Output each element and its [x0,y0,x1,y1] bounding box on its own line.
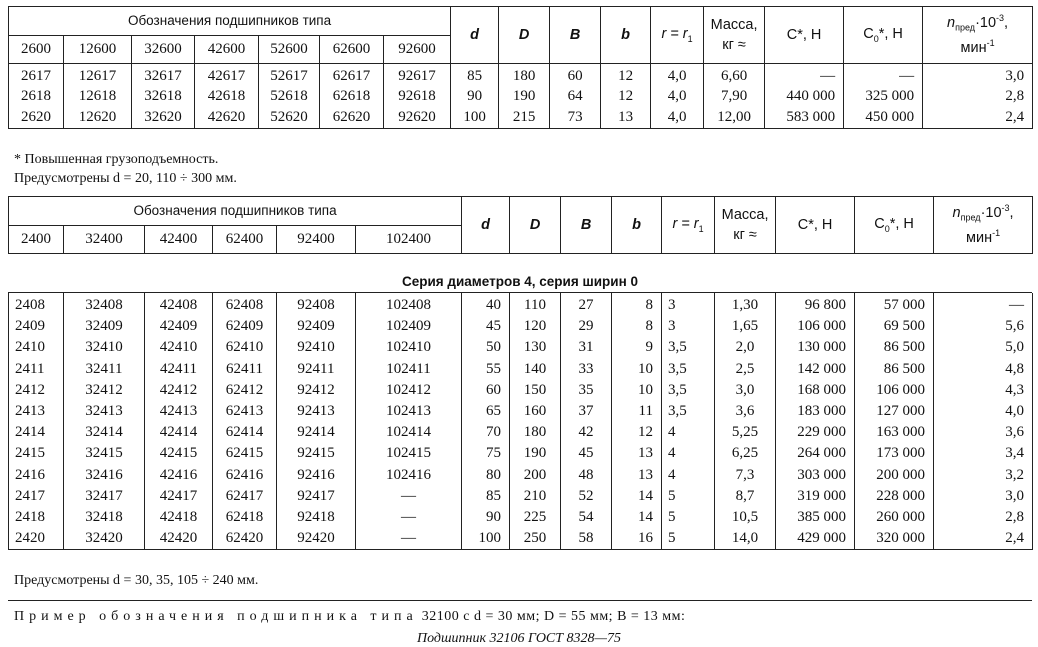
table-cell: 32420 [64,528,145,550]
table-cell: 92410 [277,337,356,358]
table-cell: 3,0 [934,486,1033,507]
table-cell: 12620 [64,107,132,128]
table-cell: 42409 [145,316,213,337]
footnote-capacity: * Повышенная грузоподъемность. [14,152,219,167]
table-cell: 35 [561,380,612,401]
table-cell: 32416 [64,465,145,486]
col-d-2: d [462,197,510,254]
table-cell: 5 [662,486,715,507]
table-row [9,465,1033,486]
table-cell: 102409 [356,316,462,337]
table-cell: 32408 [64,293,145,316]
table-cell: 32411 [64,359,145,380]
table-cell: 42413 [145,401,213,422]
table-cell: 40 [462,293,510,316]
table-cell: 106 000 [776,316,855,337]
table-cell: 102408 [356,293,462,316]
table-cell: — [356,486,462,507]
table-cell: 42417 [145,486,213,507]
table-cell: 62408 [213,293,277,316]
table-cell: 62620 [320,107,384,128]
table-cell: — [356,507,462,528]
table-cell: 325 000 [844,87,923,108]
table-cell: 2409 [9,316,64,337]
table-cell: 32417 [64,486,145,507]
table-cell: 183 000 [776,401,855,422]
table-cell: 92418 [277,507,356,528]
type-42400: 42400 [145,226,213,254]
table-cell: 85 [451,64,499,87]
table-cell: 102413 [356,401,462,422]
table-cell: 62409 [213,316,277,337]
table-cell: 3,6 [934,422,1033,443]
table-cell: 2618 [9,87,64,108]
table-cell: 12 [612,422,662,443]
col-b: b [601,7,651,64]
table-row [9,401,1033,422]
col-r-2: $r = r_1$ [662,197,715,254]
col-D: D [499,7,550,64]
bearing-table-2400 [8,196,1033,254]
type-42600: 42600 [195,36,259,64]
table-cell: — [844,64,923,87]
table-cell: — [934,293,1033,316]
table-cell: 150 [510,380,561,401]
type-92400: 92400 [277,226,356,254]
table-row [9,443,1033,464]
table-cell: 9 [612,337,662,358]
designation-example: Пример обозначения подшипника типа 32100 с d = 30 мм; D = 55 мм; B = 13 мм: [14,609,686,624]
gost-designation: Подшипник 32106 ГОСТ 8328—75 [416,631,622,646]
table-cell: 42414 [145,422,213,443]
table-cell: 102411 [356,359,462,380]
table-cell: 4,0 [651,107,704,128]
table-cell: 62417 [213,486,277,507]
col-n-limit: $n_{пред}\cdot 10^{-3}$, мин$^{-1}$ [923,7,1033,64]
table-cell: 180 [510,422,561,443]
type-group-header-2: Обозначения подшипников типа [9,197,462,226]
table-cell: 32410 [64,337,145,358]
table-cell: 102415 [356,443,462,464]
table-cell: 3 [662,316,715,337]
table-cell: 42420 [145,528,213,550]
table-cell: 7,3 [715,465,776,486]
table-cell: 90 [451,87,499,108]
table-cell: 52617 [259,64,320,87]
table-cell: 12617 [64,64,132,87]
table-cell: 29 [561,316,612,337]
table-cell: 92416 [277,465,356,486]
table-cell: 64 [550,87,601,108]
table-cell: 3,0 [923,64,1033,87]
table-cell: 583 000 [765,107,844,128]
table-cell: 215 [499,107,550,128]
table-cell: 6,25 [715,443,776,464]
table-cell: 2415 [9,443,64,464]
table-cell: 52 [561,486,612,507]
table-cell: — [765,64,844,87]
table-cell: 130 [510,337,561,358]
table-cell: 100 [462,528,510,550]
table-row [9,507,1033,528]
table-cell: 190 [510,443,561,464]
type-102400: 102400 [356,226,462,254]
table-row [9,64,1033,87]
table-cell: 200 000 [855,465,934,486]
table-cell: 303 000 [776,465,855,486]
table-cell: 75 [462,443,510,464]
table-cell: 32412 [64,380,145,401]
table-cell: 3,5 [662,401,715,422]
table-cell: 2418 [9,507,64,528]
table-cell: 10,5 [715,507,776,528]
col-b-2: b [612,197,662,254]
table-cell: 1,65 [715,316,776,337]
table-row [9,107,1033,128]
table-cell: 2,4 [934,528,1033,550]
table-cell: 8 [612,316,662,337]
table-cell: 2417 [9,486,64,507]
table-cell: 450 000 [844,107,923,128]
table-cell: 33 [561,359,612,380]
table-cell: 62414 [213,422,277,443]
table-cell: 42 [561,422,612,443]
table-cell: 62415 [213,443,277,464]
table-cell: 14,0 [715,528,776,550]
table-cell: 27 [561,293,612,316]
table1-body [9,64,1033,129]
table-cell: 32617 [132,64,195,87]
table-cell: 65 [462,401,510,422]
table-cell: 92420 [277,528,356,550]
table-cell: 62413 [213,401,277,422]
table-cell: 92409 [277,316,356,337]
table-cell: 62412 [213,380,277,401]
table-cell: 42416 [145,465,213,486]
table-cell: 2,8 [934,507,1033,528]
table-cell: 7,90 [704,87,765,108]
table-cell: 57 000 [855,293,934,316]
table-cell: 12 [601,64,651,87]
table-cell: 16 [612,528,662,550]
divider [8,600,1032,601]
table-cell: 2,0 [715,337,776,358]
table-cell: 32620 [132,107,195,128]
table-cell: 2617 [9,64,64,87]
bearing-table-2400-body [8,293,1033,550]
table-cell: 2,5 [715,359,776,380]
table-row [9,528,1033,550]
table-cell: 210 [510,486,561,507]
table-cell: 385 000 [776,507,855,528]
table-cell: 102412 [356,380,462,401]
table-cell: 14 [612,507,662,528]
table-cell: 37 [561,401,612,422]
type-12600: 12600 [64,36,132,64]
table-row [9,337,1033,358]
table-cell: 60 [550,64,601,87]
table-cell: 42620 [195,107,259,128]
table-cell: 2,8 [923,87,1033,108]
table-cell: 320 000 [855,528,934,550]
table-cell: 54 [561,507,612,528]
table-cell: 2,4 [923,107,1033,128]
table-cell: 3,5 [662,337,715,358]
type-32600: 32600 [132,36,195,64]
table-cell: 3,5 [662,380,715,401]
table-row [9,486,1033,507]
table-cell: 440 000 [765,87,844,108]
table-cell: 69 500 [855,316,934,337]
table-cell: 2416 [9,465,64,486]
col-C0-2: $C_0*$, Н [855,197,934,254]
table-cell: 200 [510,465,561,486]
table-cell: 4 [662,465,715,486]
table-cell: 42410 [145,337,213,358]
col-C: C*, Н [765,7,844,64]
table-cell: 70 [462,422,510,443]
table-cell: 62411 [213,359,277,380]
table-cell: 8,7 [715,486,776,507]
table-cell: 42408 [145,293,213,316]
table-cell: 250 [510,528,561,550]
table-cell: 4,0 [651,64,704,87]
table-cell: 62410 [213,337,277,358]
table-cell: 163 000 [855,422,934,443]
table-cell: 55 [462,359,510,380]
table-cell: — [356,528,462,550]
note-diameters-1: Предусмотрены d = 20, 110 ÷ 300 мм. [14,171,237,186]
col-mass-2: Масса, кг ≈ [715,197,776,254]
table-cell: 5 [662,528,715,550]
table-cell: 130 000 [776,337,855,358]
table-cell: 50 [462,337,510,358]
col-n-limit-2: $n_{пред}\cdot 10^{-3}$, мин$^{-1}$ [934,197,1033,254]
table-cell: 31 [561,337,612,358]
table-cell: 10 [612,380,662,401]
table-cell: 168 000 [776,380,855,401]
type-2600: 2600 [9,36,64,64]
col-C0: $C_0*$, Н [844,7,923,64]
note-diameters-2: Предусмотрены d = 30, 35, 105 ÷ 240 мм. [14,573,259,588]
table-cell: 58 [561,528,612,550]
table-row [9,293,1033,316]
table-cell: 5 [662,507,715,528]
table-cell: 2410 [9,337,64,358]
table-cell: 14 [612,486,662,507]
table-cell: 8 [612,293,662,316]
table-cell: 5,6 [934,316,1033,337]
table-cell: 45 [462,316,510,337]
table-cell: 1,30 [715,293,776,316]
table-cell: 42418 [145,507,213,528]
table-cell: 110 [510,293,561,316]
table-cell: 92618 [384,87,451,108]
table-cell: 62420 [213,528,277,550]
table-cell: 106 000 [855,380,934,401]
table-cell: 102414 [356,422,462,443]
table-row [9,87,1033,108]
table-cell: 45 [561,443,612,464]
table-cell: 92412 [277,380,356,401]
table-cell: 180 [499,64,550,87]
type-52600: 52600 [259,36,320,64]
col-C-2: C*, Н [776,197,855,254]
table-cell: 319 000 [776,486,855,507]
col-mass: Масса, кг ≈ [704,7,765,64]
table-cell: 92620 [384,107,451,128]
table-cell: 42411 [145,359,213,380]
table-cell: 92417 [277,486,356,507]
table-cell: 2411 [9,359,64,380]
table-cell: 102410 [356,337,462,358]
table-cell: 4 [662,443,715,464]
col-D-2: D [510,197,561,254]
table-cell: 3,2 [934,465,1033,486]
col-r: $r = r_1$ [651,7,704,64]
table-cell: 2620 [9,107,64,128]
table-cell: 32418 [64,507,145,528]
col-B: B [550,7,601,64]
table-cell: 3,5 [662,359,715,380]
table-cell: 4,8 [934,359,1033,380]
table-cell: 73 [550,107,601,128]
table-cell: 225 [510,507,561,528]
table-cell: 142 000 [776,359,855,380]
table-cell: 92413 [277,401,356,422]
type-32400: 32400 [64,226,145,254]
table-cell: 2414 [9,422,64,443]
table-cell: 42618 [195,87,259,108]
bearing-table-2600 [8,6,1033,129]
table-cell: 13 [612,443,662,464]
table-cell: 3,4 [934,443,1033,464]
table-cell: 42617 [195,64,259,87]
type-2400: 2400 [9,226,64,254]
table-cell: 429 000 [776,528,855,550]
table-cell: 32618 [132,87,195,108]
table-cell: 32414 [64,422,145,443]
table-row [9,422,1033,443]
table-cell: 13 [601,107,651,128]
table-cell: 6,60 [704,64,765,87]
table-cell: 86 500 [855,359,934,380]
table-cell: 140 [510,359,561,380]
table-row [9,380,1033,401]
table-cell: 2412 [9,380,64,401]
table-cell: 32413 [64,401,145,422]
type-62400: 62400 [213,226,277,254]
table-cell: 264 000 [776,443,855,464]
table-cell: 4,0 [651,87,704,108]
col-d: d [451,7,499,64]
table-cell: 3,6 [715,401,776,422]
table-cell: 127 000 [855,401,934,422]
table-row [9,359,1033,380]
table-cell: 120 [510,316,561,337]
table-cell: 3,0 [715,380,776,401]
table-cell: 12 [601,87,651,108]
table-cell: 11 [612,401,662,422]
col-B-2: B [561,197,612,254]
table-cell: 52620 [259,107,320,128]
table-cell: 60 [462,380,510,401]
table-cell: 4,3 [934,380,1033,401]
table-cell: 92617 [384,64,451,87]
type-92600: 92600 [384,36,451,64]
table-cell: 190 [499,87,550,108]
table-cell: 12618 [64,87,132,108]
table-cell: 32409 [64,316,145,337]
series-label: Серия диаметров 4, серия ширин 0 [402,274,638,289]
table-cell: 2408 [9,293,64,316]
table-row [9,316,1033,337]
table-cell: 5,0 [934,337,1033,358]
table-cell: 228 000 [855,486,934,507]
table-cell: 92415 [277,443,356,464]
type-62600: 62600 [320,36,384,64]
table-cell: 48 [561,465,612,486]
table-cell: 80 [462,465,510,486]
table-cell: 96 800 [776,293,855,316]
table-cell: 100 [451,107,499,128]
table-cell: 173 000 [855,443,934,464]
table-cell: 52618 [259,87,320,108]
table-cell: 62416 [213,465,277,486]
table-cell: 3 [662,293,715,316]
table-cell: 160 [510,401,561,422]
table-cell: 42415 [145,443,213,464]
table-cell: 2413 [9,401,64,422]
table-cell: 90 [462,507,510,528]
table-cell: 5,25 [715,422,776,443]
table-cell: 62418 [213,507,277,528]
table-cell: 4 [662,422,715,443]
table-cell: 42412 [145,380,213,401]
type-group-header: Обозначения подшипников типа [9,7,451,36]
table-cell: 92408 [277,293,356,316]
table-cell: 62617 [320,64,384,87]
table-cell: 13 [612,465,662,486]
table-cell: 229 000 [776,422,855,443]
table-cell: 4,0 [934,401,1033,422]
table-cell: 10 [612,359,662,380]
table2-body [9,293,1033,550]
table-cell: 12,00 [704,107,765,128]
table-cell: 85 [462,486,510,507]
table-cell: 2420 [9,528,64,550]
table-cell: 260 000 [855,507,934,528]
table-cell: 62618 [320,87,384,108]
table-cell: 92411 [277,359,356,380]
table-cell: 102416 [356,465,462,486]
table-cell: 86 500 [855,337,934,358]
table-cell: 32415 [64,443,145,464]
table-cell: 92414 [277,422,356,443]
